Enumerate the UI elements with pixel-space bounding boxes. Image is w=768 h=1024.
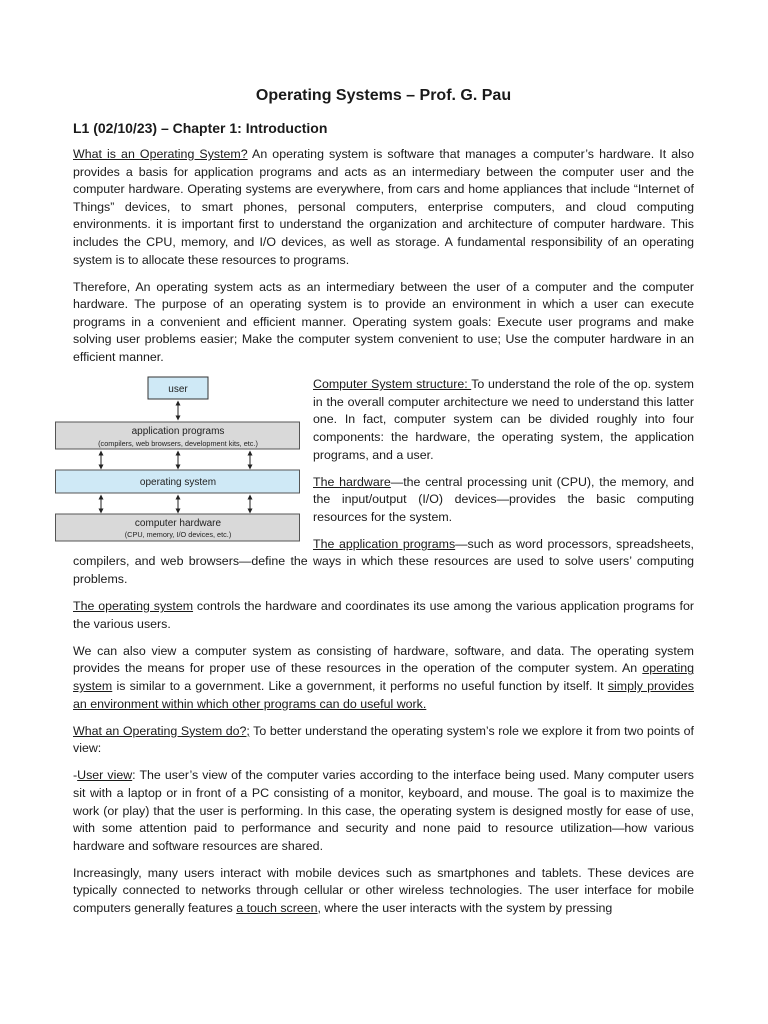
- paragraph-text: is similar to a government. Like a government, it performs no useful function by itself. It: [112, 679, 608, 694]
- paragraph-what-is-os: [73, 146, 694, 269]
- paragraph-text: : The user’s view of the computer varies according to the interface being used. Many computer users sit with a laptop or in front of a PC consisting of a monitor, keyboard, and mouse. The goal is to maximize the work (or play) that the user is performing. In this case, the operating system is designed mostly for ease of use, with some attention paid to performance and security and none paid to resource utilization—how various hardware and software resources are shared.: [73, 768, 695, 853]
- paragraph-therefore: [73, 279, 694, 367]
- paragraph-text: —such as word processors, spreadsheets, compilers, and web browsers—define the ways in which these resources are used to solve users’ computing problems.: [73, 536, 694, 587]
- underlined-term: operating system: [73, 661, 694, 694]
- operating-system-label: operating system: [139, 477, 217, 489]
- paragraph-text: To better understand the operating system’s role we explore it from two points of view:: [73, 723, 694, 756]
- paragraph-mobile-devices: [73, 865, 694, 918]
- underlined-term: The application programs: [313, 536, 456, 551]
- underlined-term: simply provides an environment within which other programs can do useful work.: [73, 679, 694, 711]
- paragraph-text: , where the user interacts with the system by pressing: [317, 901, 613, 916]
- paragraph-what-os-do: [73, 723, 694, 758]
- paragraph-text: We can also view a computer system as consisting of hardware, software, and data. The operating system provides the means for proper use of these resources in the operation of the computer system. An: [73, 643, 694, 676]
- paragraph-text: Increasingly, many users interact with mobile devices such as smartphones and tablets. These devices are typically connected to networks through cellular or other wireless technologies. The user interface for mobile computers generally features: [73, 865, 694, 916]
- underlined-term: Computer System structure:: [313, 377, 472, 392]
- paragraph-text: controls the hardware and coordinates its use among the various application programs for the various users.: [73, 599, 694, 631]
- computer-hardware-sublabel: (CPU, memory, I/O devices, etc.): [124, 530, 232, 540]
- application-programs-label: application programs: [131, 426, 225, 438]
- computer-system-diagram: [55, 376, 300, 544]
- paragraph-text: To understand the role of the op. system in the overall computer architecture we need to understand this latter one. In fact, computer system can be divided roughly into four components: the hardware, the operating system, the application programs, and a user.: [313, 377, 694, 462]
- underlined-term: a touch screen: [236, 901, 318, 916]
- paragraph-text: -: [73, 768, 78, 783]
- document-page: [73, 86, 694, 927]
- underlined-term: User view: [77, 768, 133, 783]
- underlined-term: What an Operating System do?;: [73, 723, 250, 738]
- paragraph-text: An operating system is software that manages a computer’s hardware. It also provides a basis for application programs and acts as an intermediary between the computer user and the computer hardware. Operating systems are everywhere, from cars and home appliances that include “Internet of Things” devices, to smart phones, personal computers, enterprise computers, and cloud computing environments. it is important first to understand the organization and architecture of computer hardware. This includes the CPU, memory, and I/O devices, as well as storage. A fundamental responsibility of an operating system is to allocate these resources to programs.: [73, 147, 694, 267]
- application-programs-sublabel: (compilers, web browsers, development kits, etc.): [98, 439, 258, 449]
- section-heading: L1 (02/10/23) – Chapter 1: Introduction: [73, 120, 328, 136]
- paragraph-user-view: [73, 767, 694, 855]
- underlined-term: The hardware: [313, 474, 391, 489]
- user-label: user: [168, 384, 188, 396]
- paragraph-government: [73, 643, 694, 713]
- paragraph-operating-system: [73, 598, 694, 633]
- paragraph-text: —the central processing unit (CPU), the memory, and the input/output (I/O) devices—provides the basic computing resources for the system.: [313, 474, 694, 524]
- underlined-term: The operating system: [73, 599, 194, 614]
- document-title: Operating Systems – Prof. G. Pau: [255, 87, 512, 104]
- underlined-term: What is an Operating System?: [73, 147, 248, 161]
- computer-hardware-label: computer hardware: [134, 518, 222, 530]
- paragraph-text: Therefore, An operating system acts as an intermediary between the user of a computer and the computer hardware. The purpose of an operating system is to provide an environment in which a user can execute programs in a convenient and efficient manner. Operating system goals: Execute user programs and make solving user problems easier; Make the computer system convenient to use; Use the computer hardware in an efficient manner.: [73, 279, 694, 365]
